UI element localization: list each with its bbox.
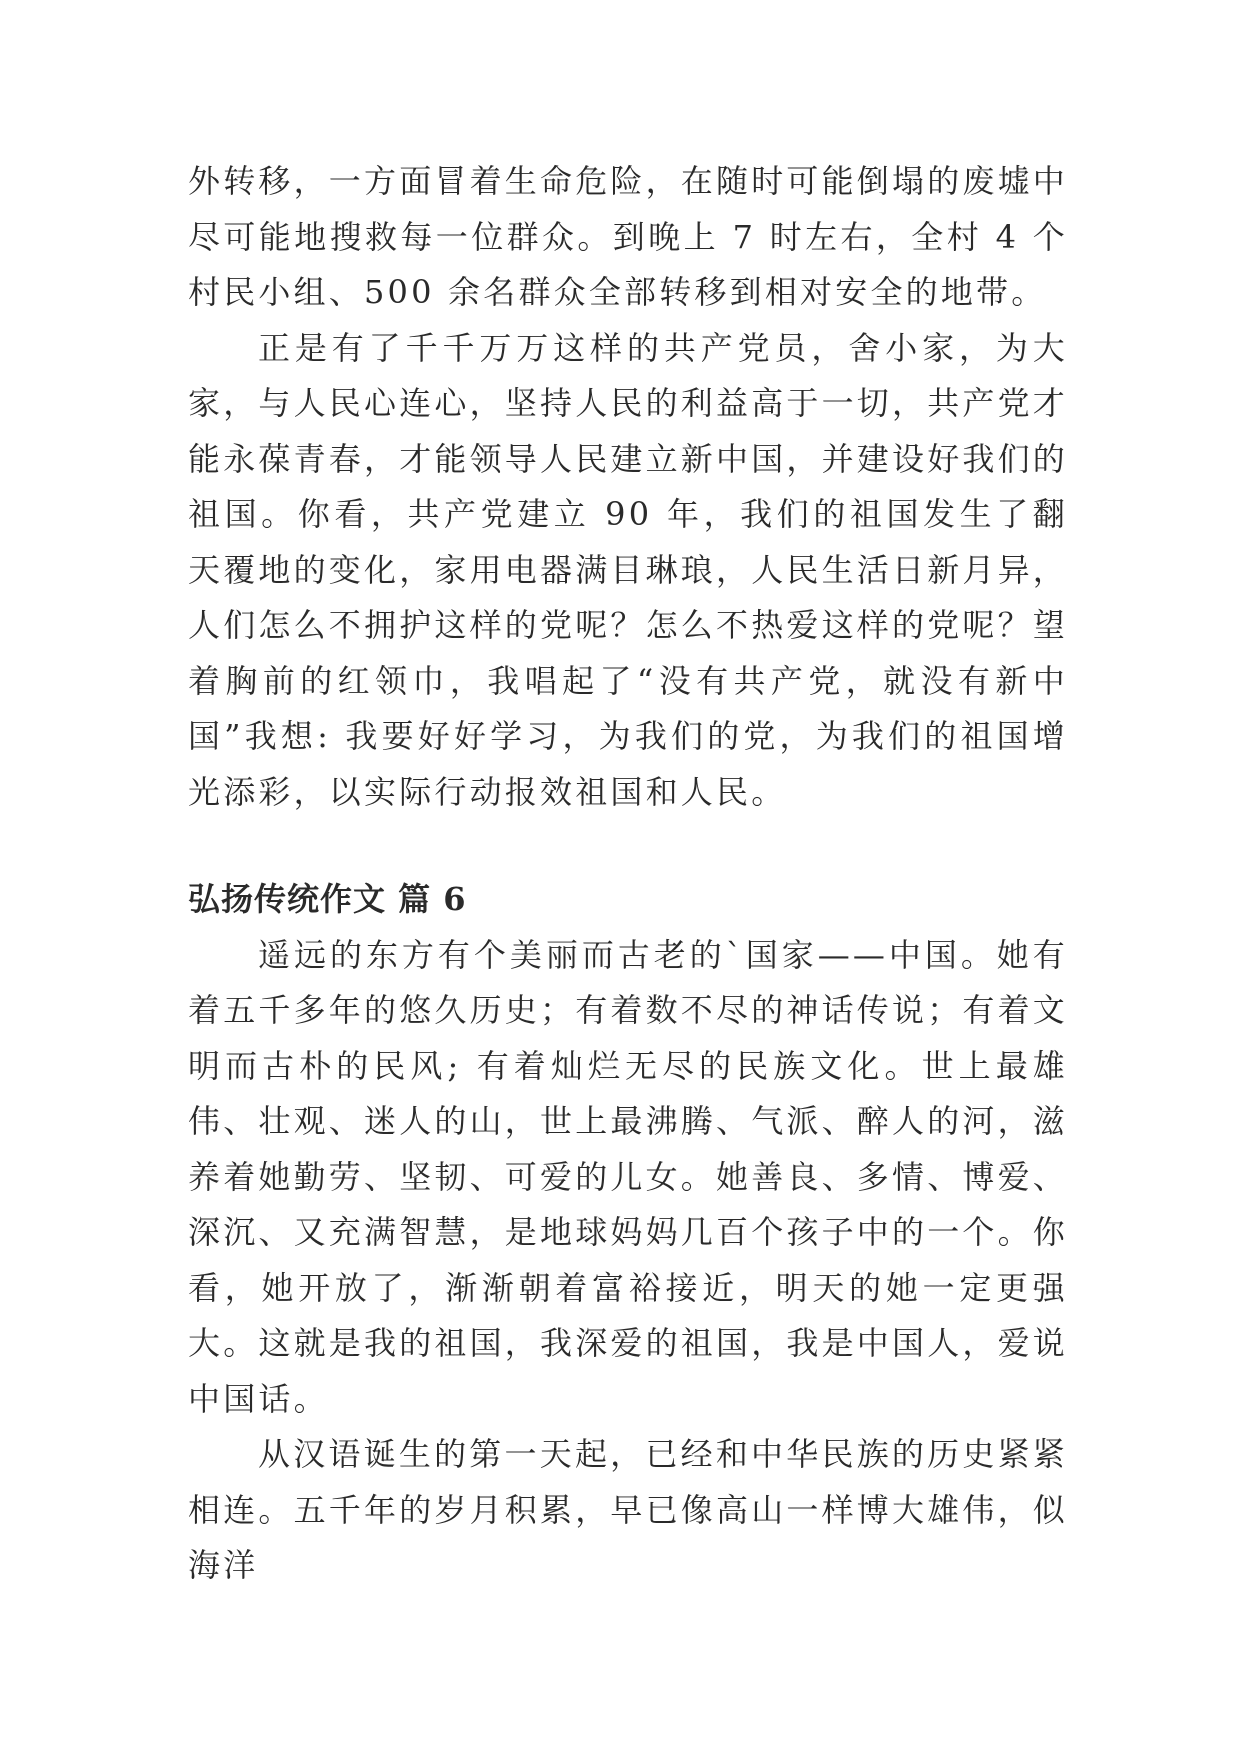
paragraph-continuation: 外转移，一方面冒着生命危险，在随时可能倒塌的废墟中尽可能地搜救每一位群众。到晚上 7 时左右，全村 4 个村民小组、500 余名群众全部转移到相对安全的地带。 bbox=[188, 162, 1069, 311]
paragraph-chinese-language: 从汉语诞生的第一天起，已经和中华民族的历史紧紧相连。五千年的岁月积累，早已像高山一样博大雄伟，似海洋 bbox=[188, 1435, 1069, 1584]
section-heading: 弘扬传统作文 篇 6 bbox=[188, 880, 467, 918]
paragraph-motherland: 遥远的东方有个美丽而古老的`国家——中国。她有着五千多年的悠久历史；有着数不尽的神话传说；有着文明而古朴的民风; 有着灿烂无尽的民族文化。世上最雄伟、壮观、迷人的山，世上最沸腾、气派、醉人的河，滋养着她勤劳、坚韧、可爱的儿女。她善良、多情、博爱、深沉、又充满智慧，是地球妈妈几百个孩子中的一个。你看，她开放了，渐渐朝着富裕接近，明天的她一定更强大。这就是我的祖国，我深爱的祖国，我是中国人，爱说中国话。 bbox=[188, 935, 1069, 1418]
paragraph-party-members: 正是有了千千万万这样的共产党员，舍小家，为大家，与人民心连心，坚持人民的利益高于一切，共产党才能永葆青春，才能领导人民建立新中国，并建设好我们的祖国。你看，共产党建立 90 年，我们的祖国发生了翻天覆地的变化，家用电器满目琳琅，人民生活日新月异，人们怎么不拥护这样的党呢？怎么不热爱这样的党呢？望着胸前的红领巾，我唱起了“没有共产党，就没有新中国”我想: 我要好好学习，为我们的党，为我们的祖国增光添彩，以实际行动报效祖国和人民。 bbox=[188, 328, 1069, 811]
document-body bbox=[188, 154, 1068, 1594]
section-gap bbox=[188, 820, 1068, 872]
